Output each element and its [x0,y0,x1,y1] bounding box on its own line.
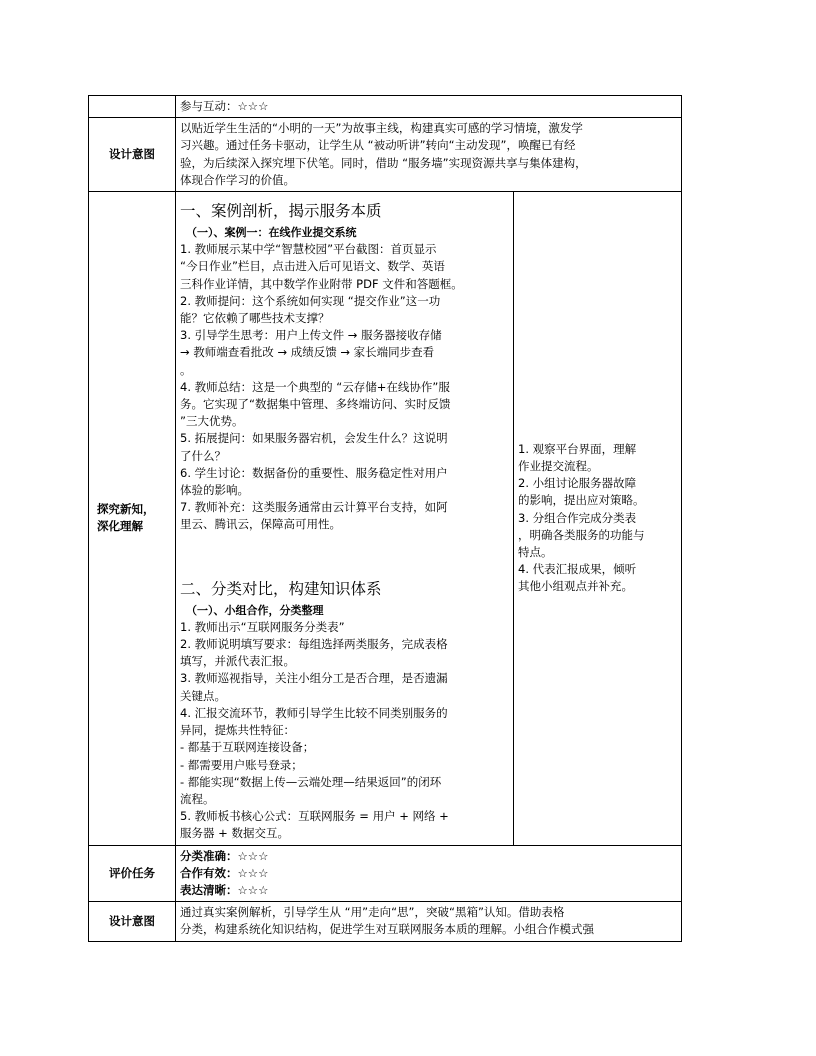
section2-line: 5. 教师板书核心公式：互联网服务 = 用户 + 网络 + [180,809,449,824]
design-intent-line: 体现合作学习的价值。 [180,172,295,187]
section1-line: 3. 引导学生思考：用户上传文件 → 服务器接收存储 [180,328,442,343]
design-intent-content [176,118,682,192]
student-activity-cell [514,192,682,846]
design-intent-line: 习兴趣。通过任务卡驱动，让学生从 “被动听讲”转向“主动发现”，唤醒已有经 [180,138,576,153]
evaluation-item [180,848,677,865]
empty-label-cell [89,96,176,118]
section1-line: 5. 拓展提问：如果服务器宕机，会发生什么？这说明 [180,431,448,446]
rating-stars: ☆☆☆ [237,882,269,897]
section1-line: ”三大优势。 [180,414,244,429]
section1-line: → 教师端查看批改 → 成绩反馈 → 家长端同步查看 [180,345,435,360]
student-activity-line: ，明确各类服务的功能与 [518,527,645,542]
section2-line: 流程。 [180,791,215,806]
evaluation-item-name: 合作有效： [180,865,238,880]
section1-line: “今日作业”栏目，点击进入后可见语文、数学、英语 [180,259,445,274]
evaluation-row [89,845,682,902]
section1-line: 。 [180,362,192,377]
section2-line: 1. 教师出示“互联网服务分类表” [180,619,345,634]
explore-label-line2: 深化理解 [97,519,143,534]
design-intent-2-line: 分类，构建系统化知识结构，促进学生对互联网服务本质的理解。小组合作模式强 [180,922,594,937]
participation-text: 参与互动：☆☆☆ [180,99,269,113]
design-intent-2-row [89,902,682,941]
rating-stars: ☆☆☆ [237,865,269,880]
design-intent-line: 验，为后续深入探究埋下伏笔。同时，借助 “服务墙”实现资源共享与集体建构， [180,155,587,170]
evaluation-item-name: 分类准确： [180,848,238,863]
evaluation-item [180,882,677,899]
evaluation-item [180,865,677,882]
student-activity-line: 2. 小组讨论服务器故障 [518,476,637,491]
section1-line: 里云、腾讯云，保障高可用性。 [180,517,341,532]
lesson-plan-table [88,95,682,942]
section2-line: 2. 教师说明填写要求：每组选择两类服务，完成表格 [180,637,448,652]
evaluation-content [176,845,682,902]
student-activity-line: 作业提交流程。 [518,459,599,474]
section1-subtitle: （一）、案例一：在线作业提交系统 [186,226,357,240]
section1-line: 2. 教师提问：这个系统如何实现 “提交作业”这一功 [180,293,441,308]
student-activity-line: 的影响，提出应对策略。 [518,493,645,508]
participation-cell [176,96,682,118]
section1-line: 1. 教师展示某中学“智慧校园”平台截图：首页显示 [180,242,437,257]
explore-row [89,192,682,846]
section2-line: 服务器 + 数据交互。 [180,826,289,841]
design-intent-2-label: 设计意图 [89,902,176,941]
design-intent-line: 以贴近学生生活的“小明的一天”为故事主线，构建真实可感的学习情境，激发学 [180,121,583,136]
rating-stars: ☆☆☆ [237,848,269,863]
section1-line: 了什么？ [180,448,226,463]
section1-line: 能？它依赖了哪些技术支撑？ [180,311,330,326]
section2-line: 4. 汇报交流环节，教师引导学生比较不同类别服务的 [180,705,448,720]
design-intent-2-line: 通过真实案例解析，引导学生从 “用”走向“思”，突破“黑箱”认知。借助表格 [180,905,565,920]
evaluation-label: 评价任务 [89,845,176,902]
student-activity-line: 4. 代表汇报成果，倾听 [518,562,637,577]
student-activity-line: 3. 分组合作完成分类表 [518,510,637,525]
section2-line: 3. 教师巡视指导，关注小组分工是否合理，是否遗漏 [180,671,448,686]
section1-title: 一、案例剖析，揭示服务本质 [180,202,382,221]
section2-line: - 都能实现“数据上传—云端处理—结果返回”的闭环 [180,774,442,789]
section1-line: 务。它实现了“数据集中管理、多终端访问、实时反馈 [180,397,451,412]
teacher-activity-cell [176,192,514,846]
section2-line: 异同，提炼共性特征： [180,723,295,738]
explore-label [89,192,176,846]
evaluation-item-name: 表达清晰： [180,882,238,897]
section1-line: 体验的影响。 [180,483,249,498]
section1-line: 6. 学生讨论：数据备份的重要性、服务稳定性对用户 [180,465,448,480]
section1-line: 三科作业详情，其中数学作业附带 PDF 文件和答题框。 [180,276,463,291]
section2-line: 填写，并派代表汇报。 [180,654,295,669]
design-intent-label: 设计意图 [89,118,176,192]
design-intent-2-content [176,902,682,941]
design-intent-row [89,118,682,192]
section1-line: 7. 教师补充：这类服务通常由云计算平台支持，如阿 [180,500,448,515]
section2-line: 关键点。 [180,688,226,703]
explore-label-line1: 探究新知， [97,502,155,517]
section-spacer [180,534,509,572]
section2-title: 二、分类对比，构建知识体系 [180,579,382,598]
participation-row [89,96,682,118]
section2-line: - 都基于互联网连接设备； [180,740,315,755]
section1-line: 4. 教师总结：这是一个典型的 “云存储+在线协作”服 [180,379,450,394]
student-activity-line: 其他小组观点并补充。 [518,579,633,594]
student-activity-line: 特点。 [518,545,553,560]
section2-line: - 都需要用户账号登录； [180,757,303,772]
section2-subtitle: （一）、小组合作，分类整理 [186,603,324,617]
student-activity-line: 1. 观察平台界面，理解 [518,441,637,456]
